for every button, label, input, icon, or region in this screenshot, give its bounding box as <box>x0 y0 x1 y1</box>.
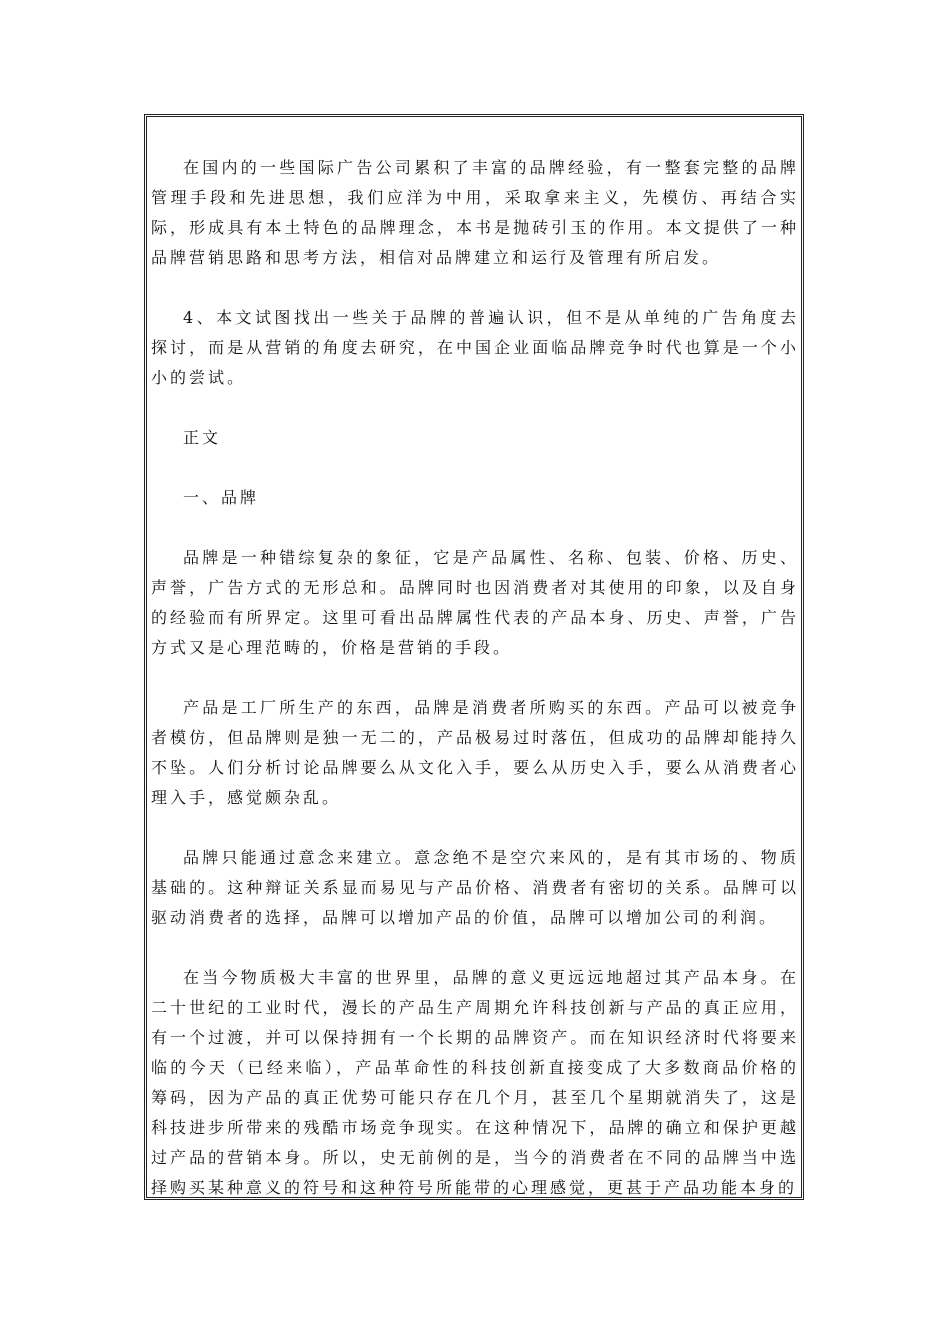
paragraph-brand-meaning: 在当今物质极大丰富的世界里，品牌的意义更远远地超过其产品本身。在二十世纪的工业时代，漫长的产品生产周期允许科技创新与产品的真正应用，有一个过渡，并可以保持拥有一个长期的品牌资产。而在知识经济时代将要来临的今天（已经来临），产品革命性的科技创新直接变成了大多数商品价格的筹码，因为产品的真正优势可能只存在几个月，甚至几个星期就消失了，这是科技进步所带来的残酷市场竞争现实。在这种情况下，品牌的确立和保护更越过产品的营销本身。所以，史无前例的是，当今的消费者在不同的品牌当中选择购买某种意义的符号和这种符号所能带的心理感觉，更甚于产品功能本身的 <box>151 968 799 1197</box>
document-frame <box>144 114 804 1200</box>
document-body <box>151 153 799 1200</box>
paragraph-brand-concept: 品牌只能通过意念来建立。意念绝不是空穴来风的，是有其市场的、物质基础的。这种辩证关系显而易见与产品价格、消费者有密切的关系。品牌可以驱动消费者的选择，品牌可以增加产品的价值，品牌可以增加公司的利润。 <box>151 848 799 927</box>
heading-section-1: 一、品牌 <box>183 488 260 507</box>
paragraph-product-vs-brand: 产品是工厂所生产的东西，品牌是消费者所购买的东西。产品可以被竞争者模仿，但品牌则是独一无二的，产品极易过时落伍，但成功的品牌却能持久不坠。人们分析讨论品牌要么从文化入手，要么从历史入手，要么从消费者心理入手，感觉颇杂乱。 <box>151 698 799 807</box>
heading-main-text: 正文 <box>183 428 222 447</box>
paragraph-brand-experience: 在国内的一些国际广告公司累积了丰富的品牌经验，有一整套完整的品牌管理手段和先进思想，我们应洋为中用，采取拿来主义，先模仿、再结合实际，形成具有本土特色的品牌理念，本书是抛砖引玉的作用。本文提供了一种品牌营销思路和思考方法，相信对品牌建立和运行及管理有所启发。 <box>151 158 799 267</box>
paragraph-brand-definition: 品牌是一种错综复杂的象征，它是产品属性、名称、包装、价格、历史、声誉，广告方式的无形总和。品牌同时也因消费者对其使用的印象，以及自身的经验而有所界定。这里可看出品牌属性代表的产品本身、历史、声誉，广告方式又是心理范畴的，价格是营销的手段。 <box>151 548 799 657</box>
paragraph-item-4: 4、本文试图找出一些关于品牌的普遍认识，但不是从单纯的广告角度去探讨，而是从营销的角度去研究，在中国企业面临品牌竞争时代也算是一个小小的尝试。 <box>151 308 799 387</box>
